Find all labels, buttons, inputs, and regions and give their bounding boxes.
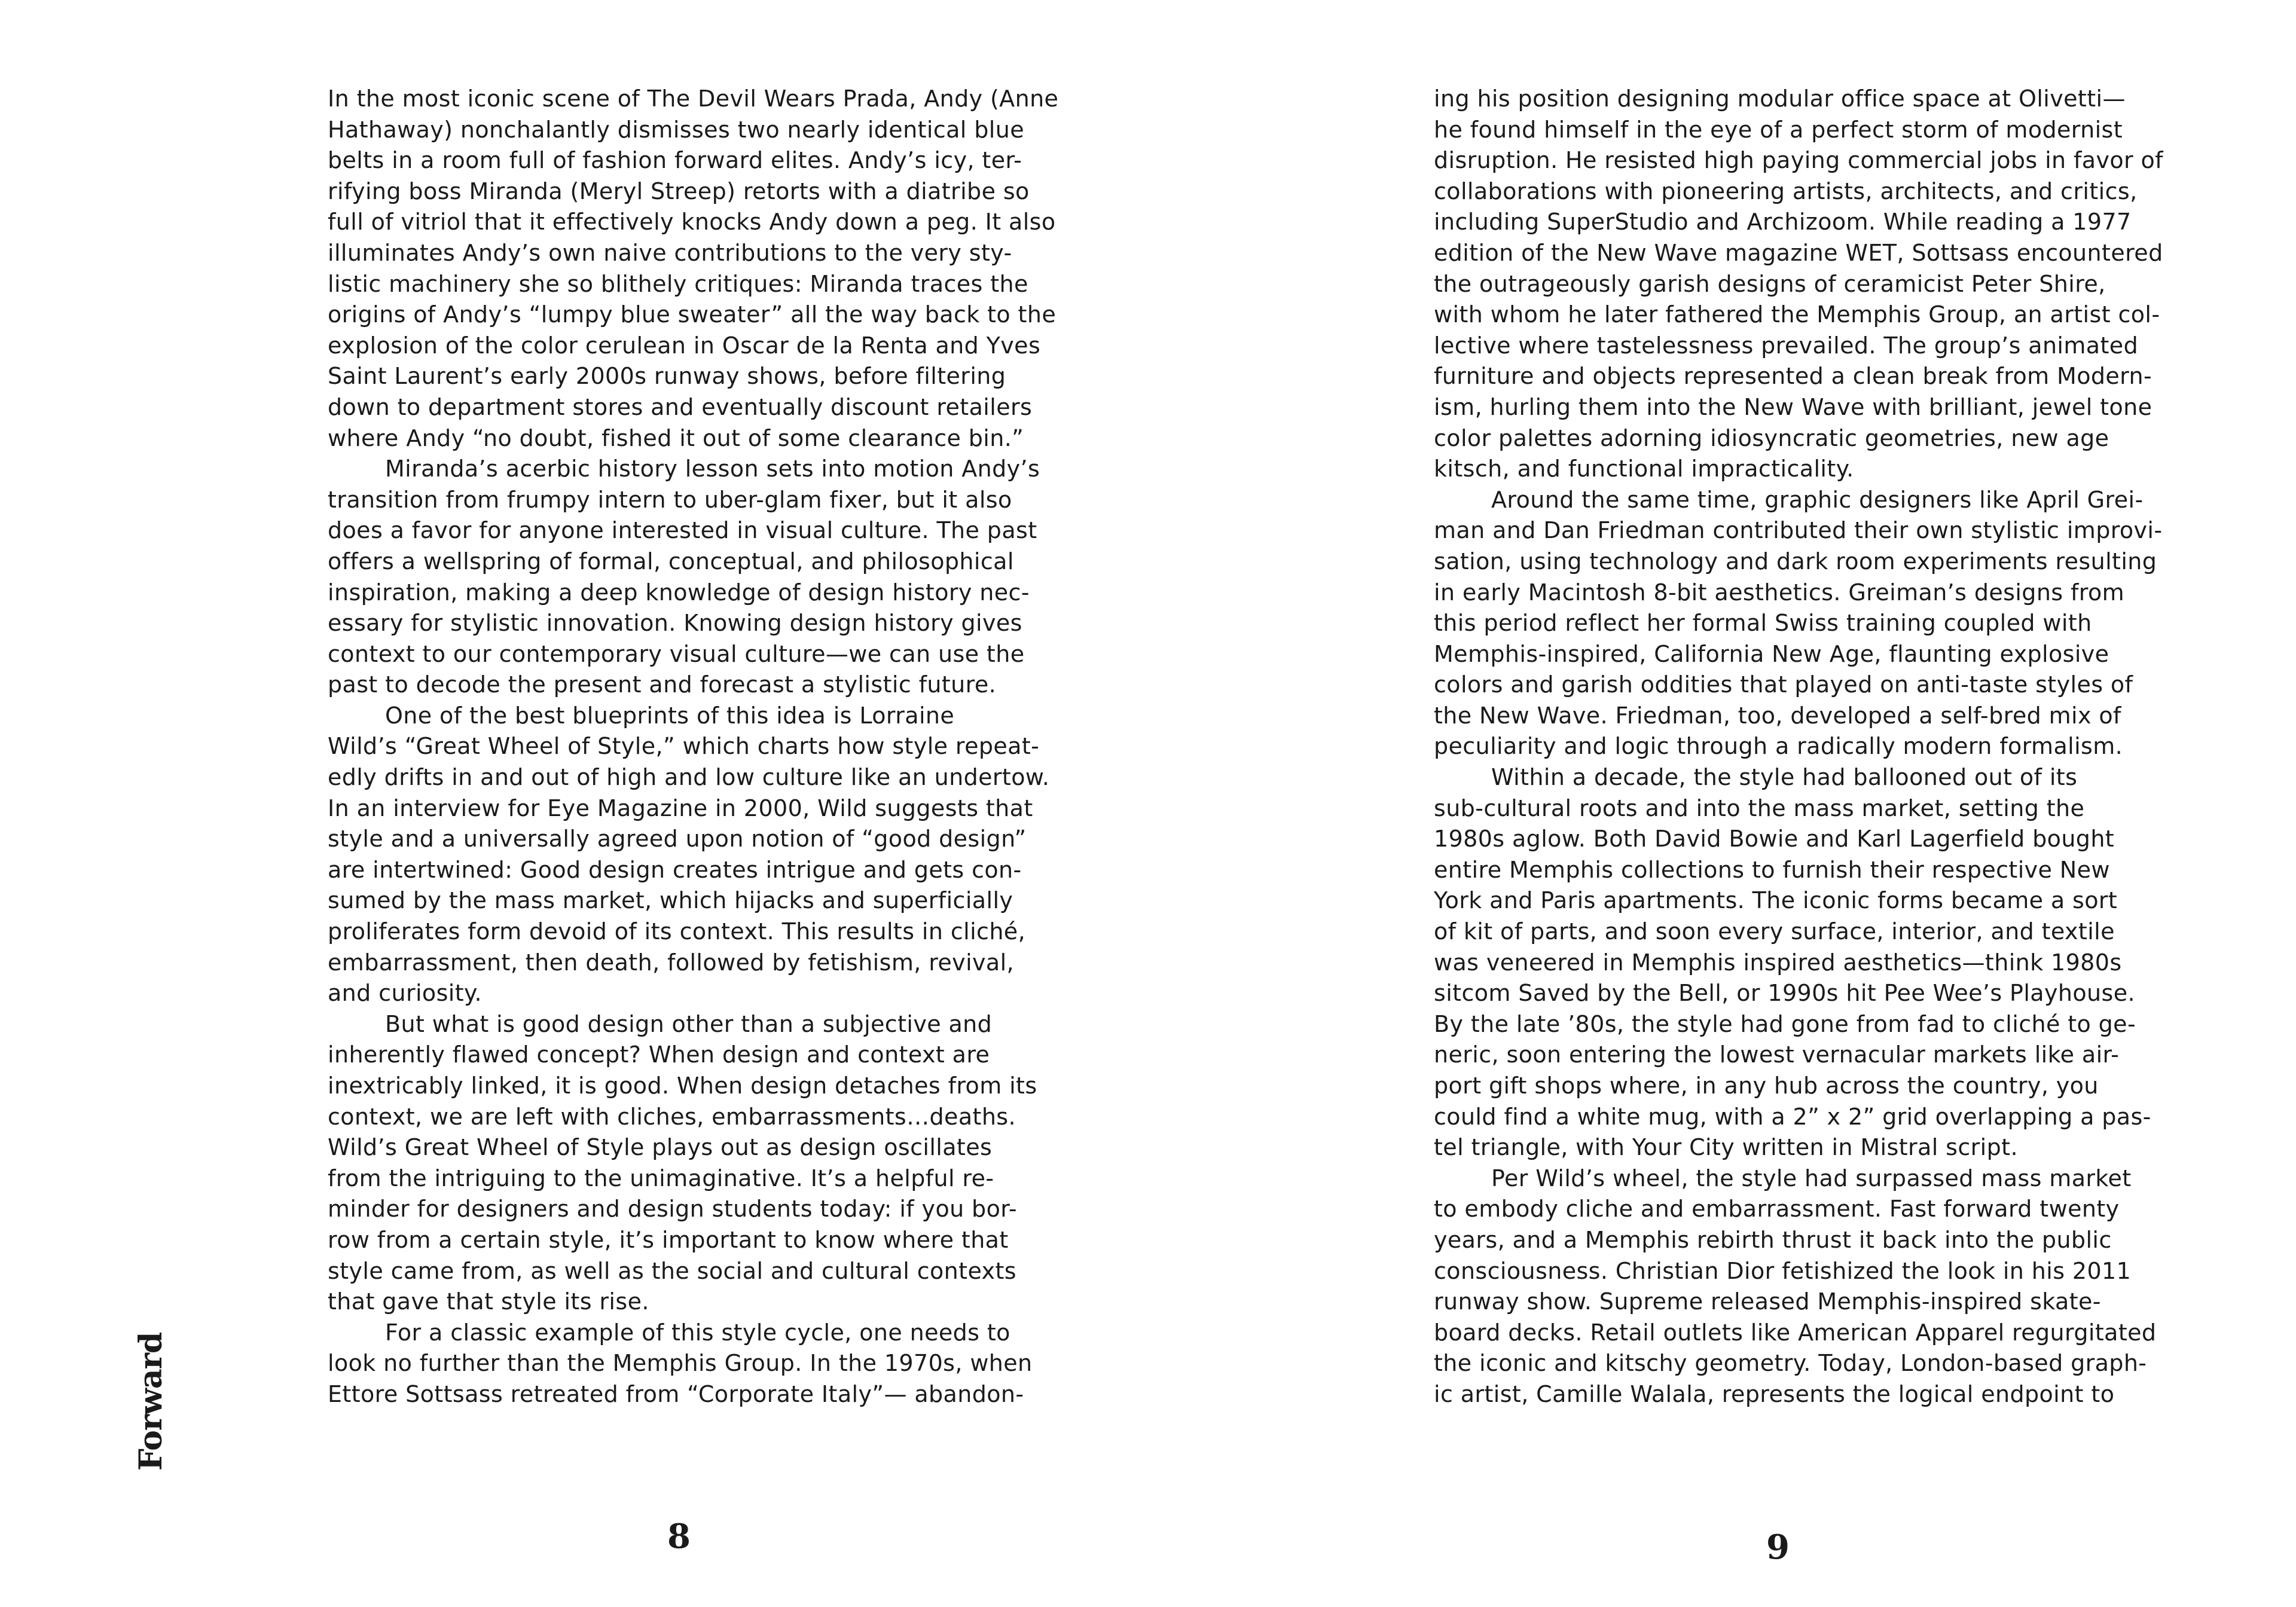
text-line: color palettes adorning idiosyncratic geometries, new age — [1434, 424, 2109, 451]
text-line: Memphis-inspired, California New Age, flaunting explosive — [1434, 640, 2109, 667]
text-line: entire Memphis collections to furnish their respective New — [1434, 856, 2110, 883]
text-line: disruption. He resisted high paying commercial jobs in favor of — [1434, 147, 2163, 174]
text-line: this period reflect her formal Swiss training coupled with — [1434, 610, 2092, 637]
text-line: In the most iconic scene of The Devil Wears Prada, Andy (Anne — [328, 85, 1059, 112]
text-line: ic artist, Camille Walala, represents the logical endpoint to — [1434, 1380, 2115, 1407]
text-line: One of the best blueprints of this idea is Lorraine — [385, 702, 955, 729]
left-page-body-text — [328, 84, 1081, 1410]
text-line: port gift shops where, in any hub across the country, you — [1434, 1073, 2099, 1099]
text-line: For a classic example of this style cycle, one needs to — [385, 1319, 1010, 1346]
text-line: consciousness. Christian Dior fetishized the look in his 2011 — [1434, 1257, 2132, 1284]
text-line: to embody cliche and embarrassment. Fast forward twenty — [1434, 1196, 2120, 1223]
text-line: origins of Andy’s “lumpy blue sweater” all the way back to the — [328, 301, 1057, 328]
text-line: embarrassment, then death, followed by fetishism, revival, — [328, 949, 1015, 976]
text-line: sub-cultural roots and into the mass market, setting the — [1434, 795, 2085, 821]
text-line: inherently flawed concept? When design and context are — [328, 1041, 990, 1068]
text-line: the iconic and kitschy geometry. Today, London-based graph- — [1434, 1350, 2147, 1377]
text-line: In an interview for Eye Magazine in 2000, Wild suggests that — [328, 795, 1033, 821]
text-line: lective where tastelessness prevailed. The group’s animated — [1434, 332, 2139, 359]
text-line: context to our contemporary visual culture—we can use the — [328, 640, 1025, 667]
text-line: belts in a room full of fashion forward elites. Andy’s icy, ter- — [328, 147, 1022, 174]
page-number-right: 9 — [1766, 1527, 1790, 1567]
text-line: furniture and objects represented a clean break from Modern- — [1434, 363, 2152, 390]
text-line: 1980s aglow. Both David Bowie and Karl Lagerfield bought — [1434, 826, 2115, 853]
text-line: ism, hurling them into the New Wave with brilliant, jewel tone — [1434, 393, 2152, 420]
text-line: Ettore Sottsass retreated from “Corporate Italy”— abandon- — [328, 1380, 1024, 1407]
text-line: minder for designers and design students today: if you bor- — [328, 1196, 1017, 1223]
text-line: rifying boss Miranda (Meryl Streep) retorts with a diatribe so — [328, 178, 1030, 204]
text-line: Wild’s “Great Wheel of Style,” which charts how style repeat- — [328, 733, 1040, 760]
text-line: where Andy “no doubt, fished it out of some clearance bin.” — [328, 424, 1024, 451]
text-line: peculiarity and logic through a radically modern formalism. — [1434, 733, 2123, 760]
text-line: man and Dan Friedman contributed their own stylistic improvi- — [1434, 517, 2163, 544]
text-line: the New Wave. Friedman, too, developed a self-bred mix of — [1434, 702, 2121, 729]
text-line: context, we are left with cliches, embarrassments…deaths. — [328, 1103, 1016, 1130]
text-line: Per Wild’s wheel, the style had surpassed mass market — [1491, 1165, 2132, 1191]
text-line: board decks. Retail outlets like American Apparel regurgitated — [1434, 1319, 2157, 1346]
text-line: ing his position designing modular office space at Olivetti— — [1434, 85, 2126, 112]
text-line: colors and garish oddities that played on anti-taste styles of — [1434, 671, 2133, 698]
text-line: and curiosity. — [328, 980, 482, 1007]
text-line: that gave that style its rise. — [328, 1288, 649, 1315]
text-line: could find a white mug, with a 2” x 2” grid overlapping a pas- — [1434, 1103, 2151, 1130]
text-line: sation, using technology and dark room experiments resulting — [1434, 548, 2157, 575]
text-line: down to department stores and eventually discount retailers — [328, 393, 1033, 420]
text-line: years, and a Memphis rebirth thrust it back into the public — [1434, 1226, 2112, 1253]
text-line: Wild’s Great Wheel of Style plays out as design oscillates — [328, 1134, 993, 1161]
text-line: past to decode the present and forecast a stylistic future. — [328, 671, 997, 698]
text-line: from the intriguing to the unimaginative. It’s a helpful re- — [328, 1165, 994, 1191]
text-line: essary for stylistic innovation. Knowing design history gives — [328, 610, 1022, 637]
text-line: illuminates Andy’s own naive contributions to the very sty- — [328, 239, 1012, 266]
text-line: proliferates form devoid of its context. This results in cliché, — [328, 918, 1026, 945]
text-line: neric, soon entering the lowest vernacular markets like air- — [1434, 1041, 2120, 1068]
text-line: kitsch, and functional impracticality. — [1434, 456, 1854, 482]
text-line: sitcom Saved by the Bell, or 1990s hit Pee Wee’s Playhouse. — [1434, 980, 2135, 1007]
running-head: Forward — [133, 1332, 169, 1471]
text-line: inspiration, making a deep knowledge of design history nec- — [328, 579, 1030, 606]
text-line: edly drifts in and out of high and low culture like an undertow. — [328, 764, 1050, 791]
page-number-left: 8 — [667, 1517, 691, 1556]
text-line: style came from, as well as the social and cultural contexts — [328, 1257, 1016, 1284]
text-line: row from a certain style, it’s important to know where that — [328, 1226, 1009, 1253]
text-line: Hathaway) nonchalantly dismisses two nearly identical blue — [328, 116, 1024, 143]
text-line: Within a decade, the style had ballooned out of its — [1491, 764, 2078, 791]
text-line: the outrageously garish designs of ceramicist Peter Shire, — [1434, 270, 2106, 297]
text-line: York and Paris apartments. The iconic forms became a sort — [1434, 887, 2118, 914]
text-line: explosion of the color cerulean in Oscar de la Renta and Yves — [328, 332, 1041, 359]
text-line: does a favor for anyone interested in visual culture. The past — [328, 517, 1037, 544]
text-line: By the late ’80s, the style had gone from fad to cliché to ge- — [1434, 1010, 2136, 1037]
text-line: runway show. Supreme released Memphis-inspired skate- — [1434, 1288, 2101, 1315]
text-line: But what is good design other than a subjective and — [385, 1010, 993, 1037]
text-line: style and a universally agreed upon notion of “good design” — [328, 826, 1027, 853]
text-line: transition from frumpy intern to uber-glam fixer, but it also — [328, 486, 1012, 513]
text-line: listic machinery she so blithely critiques: Miranda traces the — [328, 270, 1028, 297]
text-line: inextricably linked, it is good. When design detaches from its — [328, 1073, 1037, 1099]
text-line: offers a wellspring of formal, conceptual, and philosophical — [328, 548, 1014, 575]
text-line: look no further than the Memphis Group. In the 1970s, when — [328, 1350, 1033, 1377]
text-line: Around the same time, graphic designers like April Grei- — [1491, 486, 2144, 513]
text-line: in early Macintosh 8-bit aesthetics. Greiman’s designs from — [1434, 579, 2125, 606]
text-line: with whom he later fathered the Memphis Group, an artist col- — [1434, 301, 2160, 328]
right-page-body-text — [1434, 84, 2187, 1410]
text-line: including SuperStudio and Archizoom. While reading a 1977 — [1434, 209, 2132, 236]
text-line: sumed by the mass market, which hijacks and superficially — [328, 887, 1013, 914]
text-line: edition of the New Wave magazine WET, Sottsass encountered — [1434, 239, 2163, 266]
text-line: he found himself in the eye of a perfect storm of modernist — [1434, 116, 2123, 143]
text-line: full of vitriol that it effectively knocks Andy down a peg. It also — [328, 209, 1056, 236]
text-line: Saint Laurent’s early 2000s runway shows, before filtering — [328, 363, 1006, 390]
text-line: was veneered in Memphis inspired aesthetics—think 1980s — [1434, 949, 2122, 976]
text-line: Miranda’s acerbic history lesson sets into motion Andy’s — [385, 456, 1040, 482]
text-line: are intertwined: Good design creates intrigue and gets con- — [328, 856, 1022, 883]
text-line: tel triangle, with Your City written in Mistral script. — [1434, 1134, 2018, 1161]
text-line: of kit of parts, and soon every surface, interior, and textile — [1434, 918, 2115, 945]
text-line: collaborations with pioneering artists, architects, and critics, — [1434, 178, 2138, 204]
